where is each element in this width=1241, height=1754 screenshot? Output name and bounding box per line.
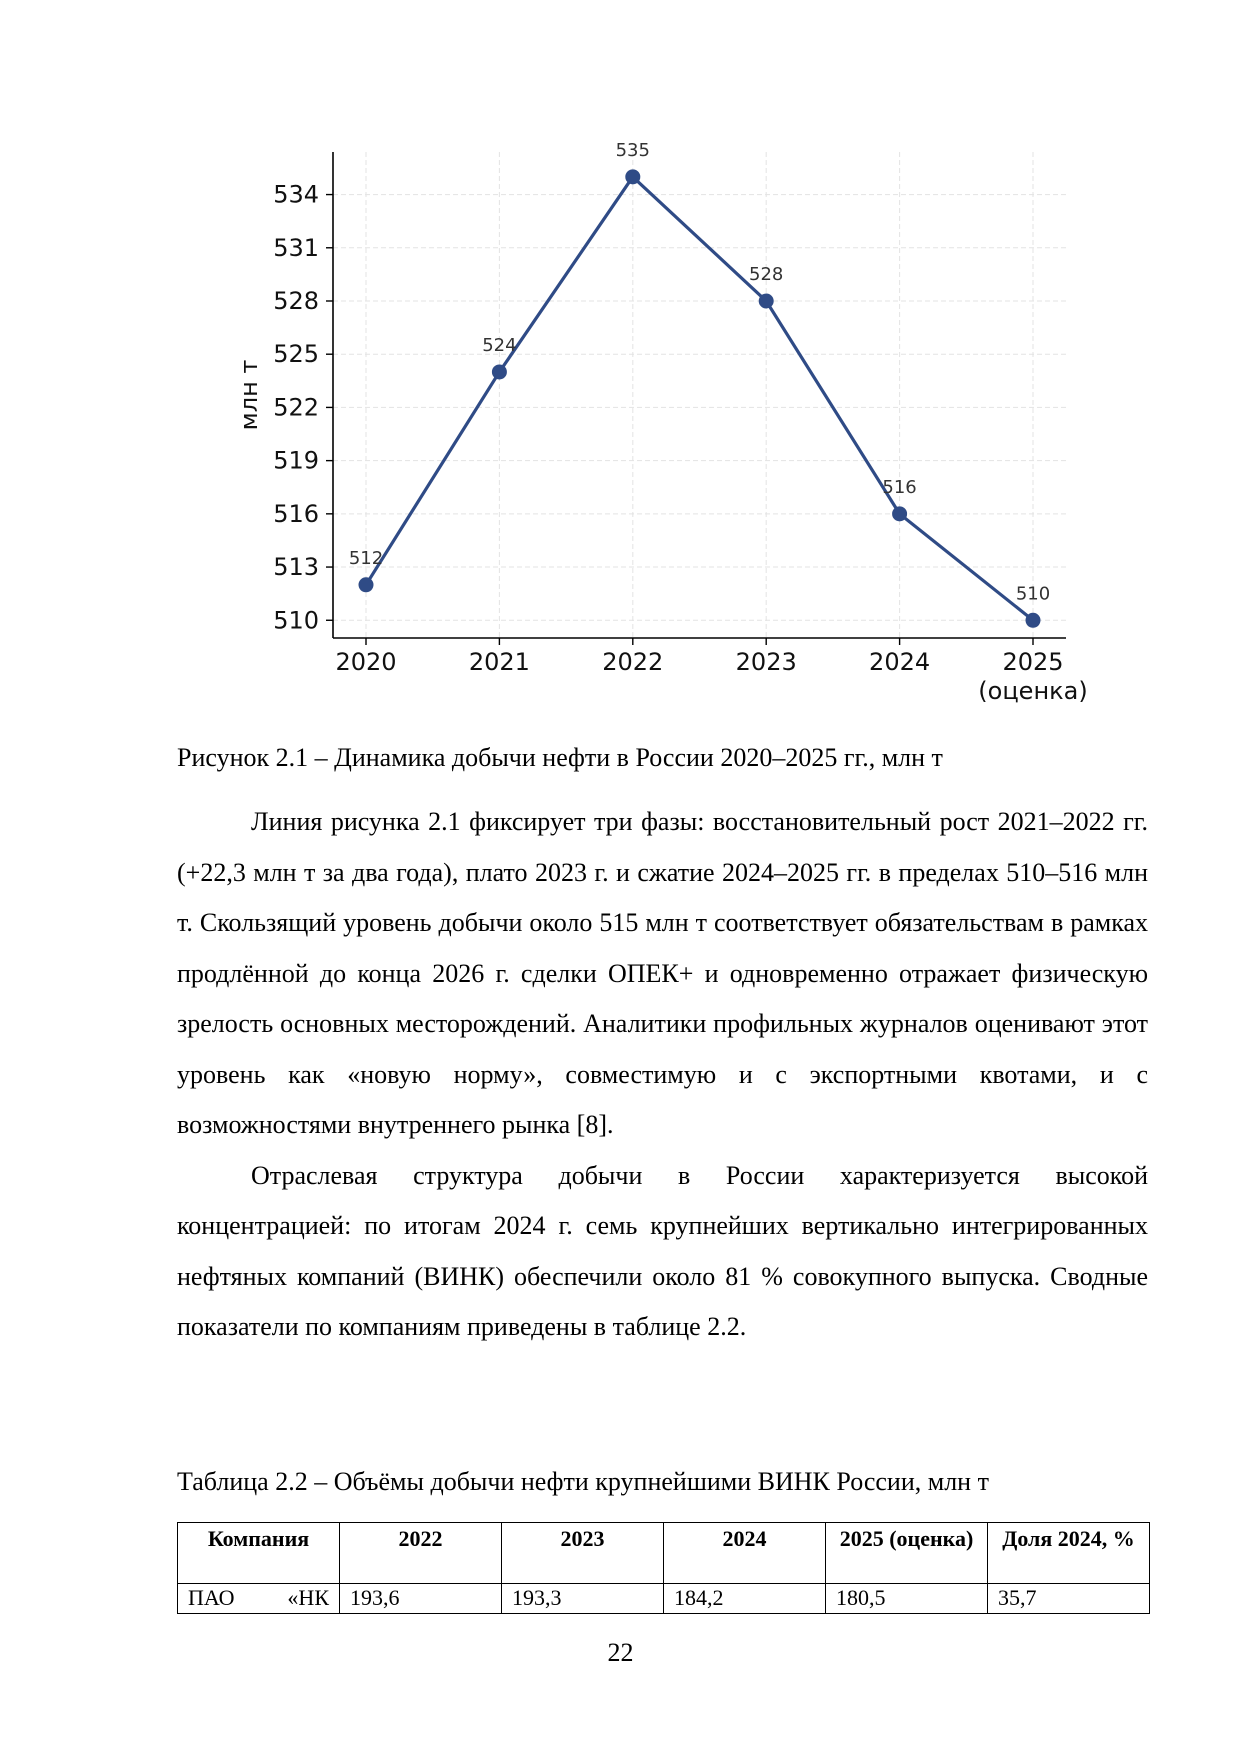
data-label: 535 <box>615 139 650 161</box>
table-caption: Таблица 2.2 – Объёмы добычи нефти крупнейшими ВИНК России, млн т <box>177 1467 989 1496</box>
body-text <box>177 797 1148 1353</box>
y-tick-label: 516 <box>273 499 319 528</box>
y-tick-label: 510 <box>273 606 319 635</box>
data-label: 516 <box>882 476 917 498</box>
data-label: 510 <box>1015 583 1051 605</box>
x-tick-label: 2024 <box>869 648 931 676</box>
x-tick-label: 2022 <box>602 648 664 676</box>
oil-production-line-chart <box>0 0 1241 720</box>
data-label: 524 <box>482 334 517 356</box>
header-2022: 2022 <box>340 1523 502 1584</box>
data-label: 512 <box>348 547 384 569</box>
vink-production-table <box>177 1522 1150 1614</box>
y-axis-label: млн т <box>235 359 263 431</box>
header-2023: 2023 <box>502 1523 664 1584</box>
x-tick-label: 2025 <box>1002 648 1064 676</box>
data-point <box>759 293 774 308</box>
cell-2023: 193,3 <box>502 1584 664 1614</box>
y-tick-label: 522 <box>273 393 319 422</box>
figure-caption: Рисунок 2.1 – Динамика добычи нефти в России 2020–2025 гг., млн т <box>177 743 943 772</box>
data-point <box>892 506 907 521</box>
x-tick-label: (оценка) <box>978 677 1088 705</box>
data-point <box>359 577 374 592</box>
y-tick-label: 531 <box>273 233 319 262</box>
y-tick-label: 519 <box>273 446 319 475</box>
table-row <box>178 1584 1150 1614</box>
y-tick-label: 525 <box>273 340 319 369</box>
header-2024: 2024 <box>664 1523 826 1584</box>
cell-2022: 193,6 <box>340 1584 502 1614</box>
x-tick-label: 2023 <box>735 648 797 676</box>
table-header-row <box>178 1523 1150 1584</box>
page-number: 22 <box>607 1638 634 1667</box>
header-2025: 2025 (оценка) <box>826 1523 988 1584</box>
y-tick-label: 528 <box>273 286 319 315</box>
cell-2024: 184,2 <box>664 1584 826 1614</box>
data-point <box>625 169 640 184</box>
cell-share: 35,7 <box>988 1584 1150 1614</box>
paragraph-structure: Отраслевая структура добычи в России характеризуется высокой концентрацией: по итогам 2024 г. семь крупнейших вертикально интегрированных нефтяных компаний (ВИНК) обеспечили около 81 % совокупного выпуска. Сводные показатели по компаниям приведены в таблице 2.2. <box>177 1160 1148 1341</box>
data-point <box>492 364 507 379</box>
header-share-2024: Доля 2024, % <box>988 1523 1150 1584</box>
cell-company: ПАО «НК <box>178 1584 340 1614</box>
cell-2025: 180,5 <box>826 1584 988 1614</box>
header-company: Компания <box>178 1523 340 1584</box>
x-tick-label: 2020 <box>335 648 397 676</box>
paragraph-phases: Линия рисунка 2.1 фиксирует три фазы: восстановительный рост 2021–2022 гг. (+22,3 млн т за два года), плато 2023 г. и сжатие 2024–2025 гг. в пределах 510–516 млн т. Скользящий уровень добычи около 515 млн т соответствует обязательствам в рамках продлённой до конца 2026 г. сделки ОПЕК+ и одновременно отражает физическую зрелость основных месторождений. Аналитики профильных журналов оценивают этот уровень как «новую норму», совместимую и с экспортными квотами, и с возможностями внутреннего рынка [8]. <box>177 807 1148 1139</box>
series-line <box>366 177 1033 620</box>
data-label: 528 <box>749 263 784 285</box>
y-tick-label: 513 <box>273 553 319 582</box>
data-point <box>1026 613 1041 628</box>
y-tick-label: 534 <box>273 180 319 209</box>
x-tick-label: 2021 <box>468 648 530 676</box>
